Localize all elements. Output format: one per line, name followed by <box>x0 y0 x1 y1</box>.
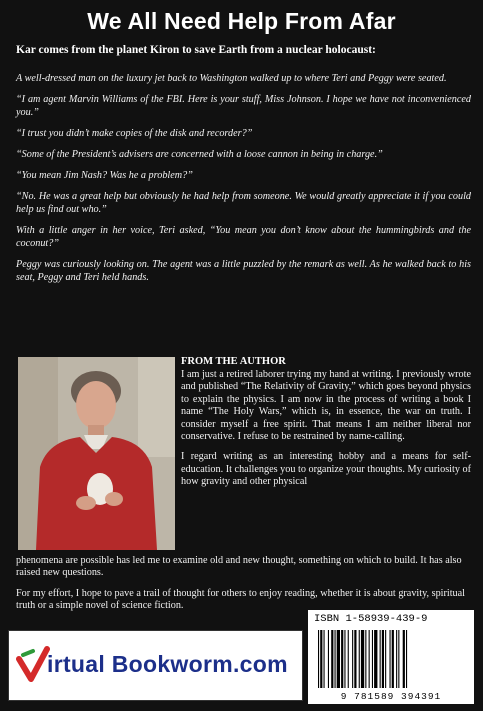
barcode-bar <box>385 630 386 688</box>
author-paragraph: I regard writing as an interesting hobby and a means for self-education. It challenges you to organize your thoughts. My curiosity of how gravity and other physical <box>181 451 471 488</box>
barcode-bar <box>382 630 384 688</box>
barcode-bar <box>348 630 349 688</box>
barcode-bar <box>341 630 343 688</box>
author-paragraph: I am just a retired laborer trying my hand at writing. I previously wrote and published “The Relativity of Gravity,” which goes beyond physics to explain the physics. I am now in the process of writing a book I name “The Holy Wars,” which is, in essence, the war on truth. I consider myself a free spirit. That means I am neither liberal nor conservative. I refuse to be restrained by name-calling. <box>181 369 471 443</box>
story-excerpt <box>16 72 471 292</box>
story-paragraph: Peggy was curiously looking on. The agent was a little puzzled by the remark as well. As he walked back to his seat, Peggy and Teri held hands. <box>16 259 471 283</box>
author-photo <box>18 357 175 550</box>
barcode-bar <box>374 630 377 688</box>
barcode-bars <box>316 630 466 688</box>
book-title: We All Need Help From Afar <box>87 8 396 34</box>
barcode-bar <box>324 630 325 688</box>
author-heading: FROM THE AUTHOR <box>181 356 286 367</box>
author-paragraph: phenomena are possible has led me to examine old and new thought, something on which to build. It has also raised new questions. <box>16 555 462 579</box>
barcode-bar <box>392 630 394 688</box>
isbn-barcode <box>308 610 474 704</box>
barcode-bar <box>372 630 373 688</box>
story-paragraph: With a little anger in her voice, Teri asked, “You mean you don’t know about the hummingbirds and the coconut?” <box>16 225 471 249</box>
barcode-bar <box>318 630 319 688</box>
barcode-bar <box>337 630 340 688</box>
barcode-bar <box>369 630 370 688</box>
author-portrait-illustration <box>18 357 175 550</box>
story-paragraph: “I am agent Marvin Williams of the FBI. Here is your stuff, Miss Johnson. I hope we have not inconvenienced you.” <box>16 94 471 118</box>
tagline: Kar comes from the planet Kiron to save Earth from a nuclear holocaust: <box>16 44 376 56</box>
story-paragraph: A well-dressed man on the luxury jet back to Washington walked up to where Teri and Peggy were seated. <box>16 73 447 84</box>
barcode-bar <box>396 630 397 688</box>
story-paragraph: “You mean Jim Nash? Was he a problem?” <box>16 170 193 181</box>
barcode-bar <box>380 630 381 688</box>
story-paragraph: “No. He was a great help but obviously he had help from someone. We would greatly appreciate it if you could help us find out who.” <box>16 191 471 215</box>
barcode-bar <box>361 630 364 688</box>
barcode-bar <box>354 630 356 688</box>
barcode-bar <box>390 630 391 688</box>
barcode-bar <box>406 630 407 688</box>
publisher-logo <box>8 630 303 701</box>
barcode-bar <box>328 630 329 688</box>
barcode-bar <box>403 630 405 688</box>
barcode-number: 9 781589 394391 <box>340 691 442 702</box>
story-paragraph: “I trust you didn’t make copies of the disk and recorder?” <box>16 128 253 139</box>
barcode-bar <box>331 630 333 688</box>
barcode-bar <box>352 630 353 688</box>
author-bio <box>181 369 471 497</box>
story-paragraph: “Some of the President’s advisers are concerned with a loose cannon in being in charge.” <box>16 149 383 160</box>
publisher-name: irtual Bookworm.com <box>47 651 288 677</box>
barcode-bar <box>320 630 322 688</box>
barcode-bar <box>335 630 336 688</box>
barcode-bar <box>359 630 360 688</box>
author-paragraph: For my effort, I hope to pave a trail of thought for others to enjoy reading, whether it is about gravity, spiritual truth or a simple novel of science fiction. <box>16 587 465 612</box>
isbn-label: ISBN 1-58939-439-9 <box>314 613 428 625</box>
barcode-bar <box>365 630 366 688</box>
barcode-bar <box>398 630 399 688</box>
barcode-bar <box>344 630 345 688</box>
